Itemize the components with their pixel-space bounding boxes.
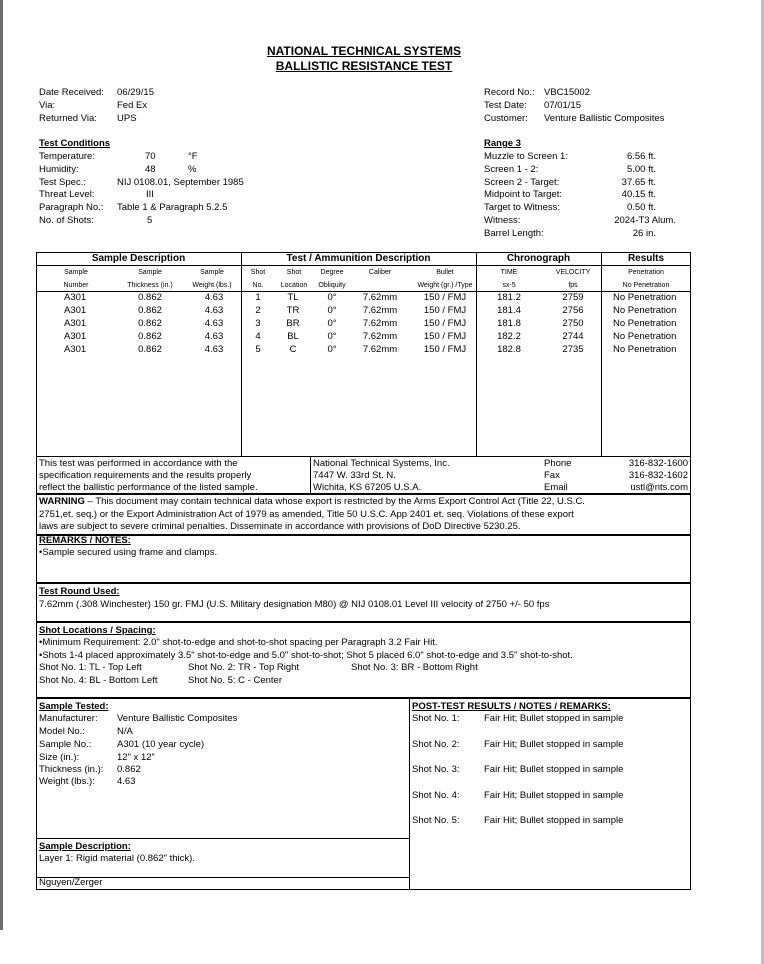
cell-bullet: 150 / FMJ xyxy=(423,292,467,303)
test-date-label: Test Date: xyxy=(484,100,527,111)
cell-obliquity: 0° xyxy=(327,305,337,316)
cell-thickness: 0.862 xyxy=(138,318,162,329)
report-title-line2: BALLISTIC RESISTANCE TEST xyxy=(275,59,453,73)
shot-location-3: Shot No. 3: BR - Bottom Right xyxy=(351,662,478,673)
certification-divider xyxy=(310,456,311,494)
cell-result: No Penetration xyxy=(613,344,677,355)
cell-obliquity: 0° xyxy=(327,318,337,329)
sample-field-label: Weight (lbs.): xyxy=(39,776,95,787)
sample-description-heading: Sample Description: xyxy=(39,841,131,852)
warning-line2: 2751,et. seq.) or the Export Administration Act of 1979 as amended, Title 50 U.S.C. App 2401 et. seq. Violations of these export xyxy=(39,509,574,520)
range-label: Witness: xyxy=(484,215,521,226)
certification-text: specification requirements and the results properly xyxy=(39,470,252,481)
range-value: 6.56 ft. xyxy=(626,151,656,162)
post-test-heading: POST-TEST RESULTS / NOTES / REMARKS: xyxy=(412,701,611,712)
cell-velocity: 2759 xyxy=(562,292,584,303)
cell-sample: A301 xyxy=(64,305,87,316)
range-value: 26 in. xyxy=(632,228,656,239)
cell-obliquity: 0° xyxy=(327,292,337,303)
cell-weight: 4.63 xyxy=(204,292,224,303)
shot-locations-heading: Shot Locations / Spacing: xyxy=(39,625,156,636)
no-of-shots-label: No. of Shots: xyxy=(39,215,94,226)
col-thickness: Sample Thickness (in.) xyxy=(127,269,173,289)
test-round-text: 7.62mm (.308 Winchester) 150 gr. FMJ (U.S. Military designation M80) @ NIJ 0108.01 Level III velocity of 2750 +/- 50 fps xyxy=(39,599,550,610)
cell-location: C xyxy=(289,344,297,355)
date-received-value: 06/29/15 xyxy=(117,87,154,98)
col-shot-no: Shot No. xyxy=(250,269,266,289)
cell-time: 182.2 xyxy=(497,331,521,342)
paragraph-no-value: Table 1 & Paragraph 5.2.5 xyxy=(117,202,228,213)
range-label: Midpoint to Target: xyxy=(484,189,562,200)
post-test-shot-label: Shot No. 1: xyxy=(412,713,460,724)
post-test-shot-result: Fair Hit; Bullet stopped in sample xyxy=(484,764,624,775)
certification-text: reflect the ballistic performance of the listed sample. xyxy=(39,482,258,493)
cell-time: 181.8 xyxy=(497,318,521,329)
returned-via-label: Returned Via: xyxy=(39,113,97,124)
cell-sample: A301 xyxy=(64,344,87,355)
col-penetration: Penetration No Penetration xyxy=(622,269,670,289)
warning-text: – This document may contain technical data whose export is restricted by the Arms Export Control Act (Title 22, U.S.C. xyxy=(84,496,585,507)
date-received-label: Date Received: xyxy=(39,87,104,98)
sample-field-value: Venture Ballistic Composites xyxy=(117,713,238,724)
table-divider xyxy=(601,252,602,457)
tester-signature: Nguyen/Zerger xyxy=(39,877,103,888)
test-spec-value: NIJ 0108.01, September 1985 xyxy=(117,177,244,188)
cell-bullet: 150 / FMJ xyxy=(423,331,467,342)
cell-thickness: 0.862 xyxy=(138,305,162,316)
remarks-heading: REMARKS / NOTES: xyxy=(39,535,131,546)
range-value: 37.65 ft. xyxy=(621,177,656,188)
shot-location-4: Shot No. 4: BL - Bottom Left xyxy=(39,675,158,686)
shot-locations-line2: •Shots 1-4 placed approximately 3.5" shot-to-edge and 5.0" shot-to-shot; Shot 5 placed 6.0" shot-to-edge and 3.5" shot-to-shot. xyxy=(39,650,573,661)
post-test-shot-result: Fair Hit; Bullet stopped in sample xyxy=(484,739,624,750)
cell-caliber: 7.62mm xyxy=(362,305,398,316)
test-conditions-heading: Test Conditions xyxy=(39,138,111,149)
fax-label: Fax xyxy=(544,470,560,481)
company-street: 7447 W. 33rd St. N. xyxy=(313,470,396,481)
post-test-shot-result: Fair Hit; Bullet stopped in sample xyxy=(484,790,624,801)
cell-shot: 5 xyxy=(255,344,261,355)
post-test-shot-result: Fair Hit; Bullet stopped in sample xyxy=(484,815,624,826)
cell-time: 181.2 xyxy=(497,292,521,303)
sample-field-value: 4.63 xyxy=(117,776,136,787)
customer-label: Customer: xyxy=(484,113,528,124)
cell-obliquity: 0° xyxy=(327,331,337,342)
range-value: 2024-T3 Alum. xyxy=(614,215,676,226)
cell-result: No Penetration xyxy=(613,331,677,342)
cell-result: No Penetration xyxy=(613,305,677,316)
no-of-shots-value: 5 xyxy=(147,215,153,226)
sample-description-header: Sample Description xyxy=(91,253,186,264)
post-test-shot-result: Fair Hit; Bullet stopped in sample xyxy=(484,713,624,724)
cell-location: TL xyxy=(287,292,299,303)
threat-level-value: III xyxy=(146,189,154,200)
cell-sample: A301 xyxy=(64,331,87,342)
test-round-heading: Test Round Used: xyxy=(39,586,120,597)
cell-weight: 4.63 xyxy=(204,318,224,329)
cell-thickness: 0.862 xyxy=(138,292,162,303)
test-ammunition-header: Test / Ammunition Description xyxy=(286,253,431,264)
returned-via-value: UPS xyxy=(117,113,137,124)
col-obliquity: Degree Obliquity xyxy=(318,269,346,289)
range-label: Barrel Length: xyxy=(484,228,544,239)
cell-caliber: 7.62mm xyxy=(362,331,398,342)
company-city: Wichita, KS 67205 U.S.A. xyxy=(313,482,422,493)
results-header: Results xyxy=(627,253,665,264)
cell-velocity: 2735 xyxy=(562,344,584,355)
cell-caliber: 7.62mm xyxy=(362,318,398,329)
cell-time: 182.8 xyxy=(497,344,521,355)
sample-field-label: Sample No.: xyxy=(39,739,92,750)
email-value[interactable]: ustl@nts.com xyxy=(630,482,688,493)
via-value: Fed Ex xyxy=(117,100,148,111)
shot-location-1: Shot No. 1: TL - Top Left xyxy=(39,662,142,673)
cell-caliber: 7.62mm xyxy=(362,344,398,355)
chronograph-header: Chronograph xyxy=(506,253,571,264)
cell-velocity: 2750 xyxy=(562,318,584,329)
col-shot-location: Shot Location xyxy=(280,269,308,289)
range-heading: Range 3 xyxy=(484,138,521,149)
test-spec-label: Test Spec.: xyxy=(39,177,86,188)
col-bullet: Bullet Weight (gr.) /Type xyxy=(417,269,473,289)
cell-obliquity: 0° xyxy=(327,344,337,355)
cell-shot: 1 xyxy=(255,292,261,303)
sample-field-value: A301 (10 year cycle) xyxy=(117,739,205,750)
cell-result: No Penetration xyxy=(613,318,677,329)
col-caliber: Caliber xyxy=(368,269,392,276)
cell-velocity: 2744 xyxy=(562,331,584,342)
post-test-shot-label: Shot No. 5: xyxy=(412,815,460,826)
record-no-label: Record No.: xyxy=(484,87,535,98)
temperature-label: Temperature: xyxy=(39,151,95,162)
humidity-label: Humidity: xyxy=(39,164,79,175)
range-label: Muzzle to Screen 1: xyxy=(484,151,568,162)
sample-field-value: N/A xyxy=(117,726,133,737)
cell-result: No Penetration xyxy=(613,292,677,303)
cell-bullet: 150 / FMJ xyxy=(423,318,467,329)
sample-field-label: Manufacturer: xyxy=(39,713,98,724)
cell-time: 181.4 xyxy=(497,305,521,316)
warning-label: WARNING xyxy=(39,496,85,507)
cell-weight: 4.63 xyxy=(204,344,224,355)
phone-label: Phone xyxy=(544,458,572,469)
temperature-unit: °F xyxy=(188,151,198,162)
range-value: 5.00 ft. xyxy=(626,164,656,175)
cell-thickness: 0.862 xyxy=(138,344,162,355)
sample-field-label: Size (in.): xyxy=(39,752,80,763)
col-weight: Sample Weight (lbs.) xyxy=(192,269,232,289)
page-edge-left xyxy=(0,0,3,930)
cell-caliber: 7.62mm xyxy=(362,292,398,303)
table-divider xyxy=(241,252,242,457)
cell-location: TR xyxy=(286,305,300,316)
humidity-value: 48 xyxy=(145,164,156,175)
range-label: Screen 2 - Target: xyxy=(484,177,560,188)
customer-value: Venture Ballistic Composites xyxy=(544,113,665,124)
warning-line1 xyxy=(39,496,585,507)
cell-bullet: 150 / FMJ xyxy=(423,305,467,316)
warning-line3: laws are subject to severe criminal penalties. Disseminate in accordance with provisions of DoD Directive 5230.25. xyxy=(39,521,521,532)
humidity-unit: % xyxy=(188,164,197,175)
sample-field-label: Model No.: xyxy=(39,726,85,737)
fax-value: 316-832-1602 xyxy=(628,470,688,481)
sample-field-value: 12" x 12" xyxy=(117,752,155,763)
col-time: TIME sx-5 xyxy=(500,269,518,289)
threat-level-label: Threat Level: xyxy=(39,189,95,200)
post-test-shot-label: Shot No. 4: xyxy=(412,790,460,801)
post-test-shot-label: Shot No. 2: xyxy=(412,739,460,750)
post-test-shot-label: Shot No. 3: xyxy=(412,764,460,775)
test-date-value: 07/01/15 xyxy=(544,100,581,111)
remarks-text: •Sample secured using frame and clamps. xyxy=(39,547,218,558)
report-title-line1: NATIONAL TECHNICAL SYSTEMS xyxy=(266,44,461,58)
sample-field-value: 0.862 xyxy=(117,764,141,775)
cell-weight: 4.63 xyxy=(204,331,224,342)
company-name: National Technical Systems, Inc. xyxy=(313,458,450,469)
cell-sample: A301 xyxy=(64,318,87,329)
col-sample-number: Sample Number xyxy=(63,269,89,289)
sample-description-text: Layer 1: Rigid material (0.862" thick). xyxy=(39,853,195,864)
shot-locations-line1: •Minimum Requirement: 2.0" shot-to-edge and shot-to-shot spacing per Paragraph 3.2 Fair Hit. xyxy=(39,637,438,648)
remarks-block xyxy=(36,535,691,583)
cell-bullet: 150 / FMJ xyxy=(423,344,467,355)
sample-field-label: Thickness (in.): xyxy=(39,764,104,775)
via-label: Via: xyxy=(39,100,56,111)
col-velocity: VELOCITY fps xyxy=(555,269,591,289)
phone-value: 316-832-1600 xyxy=(628,458,688,469)
shot-location-2: Shot No. 2: TR - Top Right xyxy=(188,662,300,673)
email-label: Email xyxy=(544,482,568,493)
shot-location-5: Shot No. 5: C - Center xyxy=(188,675,282,686)
cell-velocity: 2756 xyxy=(562,305,584,316)
cell-sample: A301 xyxy=(64,292,87,303)
range-label: Screen 1 - 2: xyxy=(484,164,539,175)
cell-thickness: 0.862 xyxy=(138,331,162,342)
record-no-value: VBC15002 xyxy=(544,87,590,98)
cell-weight: 4.63 xyxy=(204,305,224,316)
cell-location: BL xyxy=(287,331,299,342)
cell-shot: 2 xyxy=(255,305,261,316)
cell-shot: 4 xyxy=(255,331,261,342)
range-value: 0.50 ft. xyxy=(626,202,656,213)
range-value: 40.15 ft. xyxy=(621,189,656,200)
paragraph-no-label: Paragraph No.: xyxy=(39,202,104,213)
sample-tested-heading: Sample Tested: xyxy=(39,701,109,712)
certification-text: This test was performed in accordance with the xyxy=(39,458,238,469)
range-label: Target to Witness: xyxy=(484,202,561,213)
cell-location: BR xyxy=(286,318,300,329)
temperature-value: 70 xyxy=(145,151,156,162)
cell-shot: 3 xyxy=(255,318,261,329)
